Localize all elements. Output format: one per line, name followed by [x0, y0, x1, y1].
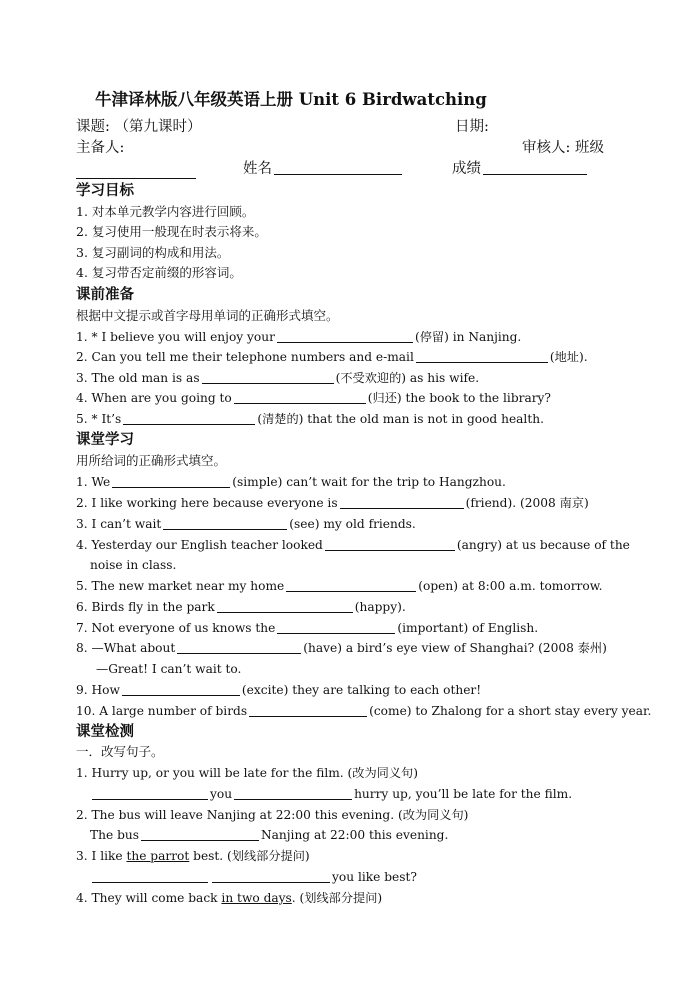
question-hint: (simple) can’t wait for the trip to Hangzhou.: [232, 475, 506, 489]
answer-text: you like best?: [332, 870, 417, 884]
answer-blank[interactable]: [277, 330, 413, 343]
check-answer-2: [90, 828, 448, 842]
question-hint: (important) of English.: [397, 621, 539, 635]
score-blank[interactable]: [483, 162, 587, 175]
prep-question-4: [76, 391, 551, 405]
question-text: 4. When are you going to: [76, 391, 232, 405]
goals-heading: 学习目标: [76, 182, 134, 199]
question-hint: (open) at 8:00 a.m. tomorrow.: [418, 579, 603, 593]
check-heading: 课堂检测: [76, 723, 134, 740]
prep-instruction: 根据中文提示或首字母用单词的正确形式填空。: [76, 308, 339, 323]
class-question-6: [76, 600, 406, 614]
question-text: 9. How: [76, 683, 120, 697]
question-text: 8. —What about: [76, 641, 176, 655]
class-question-8: [76, 641, 607, 655]
underlined-phrase: in two days: [221, 891, 292, 905]
reviewer-class-label: 审核人: 班级: [522, 140, 604, 156]
question-text: 2. Can you tell me their telephone numbers and e-mail: [76, 350, 414, 364]
question-hint: (come) to Zhalong for a short stay every year.: [369, 704, 652, 718]
prep-question-3: [76, 371, 479, 385]
prep-question-2: [76, 350, 588, 364]
class-question-8-reply: —Great! I can’t wait to.: [96, 662, 242, 676]
question-text: 3. I can’t wait: [76, 517, 162, 531]
goal-item-4: 4. 复习带否定前缀的形容词。: [76, 265, 242, 280]
date-label: 日期:: [455, 119, 489, 135]
question-hint: best. (划线部分提问): [193, 849, 310, 863]
name-label-text: 姓名: [243, 161, 272, 177]
question-text: 1. * I believe you will enjoy your: [76, 330, 275, 344]
answer-text: The bus: [90, 828, 139, 842]
answer-blank[interactable]: [286, 579, 416, 592]
question-text: 2. I like working here because everyone is: [76, 496, 338, 510]
check-answer-1: [90, 787, 572, 801]
answer-blank[interactable]: [92, 787, 208, 800]
name-label: [243, 161, 404, 178]
question-hint: (归还) the book to the library?: [367, 391, 551, 405]
question-text: 5. * It’s: [76, 412, 122, 426]
question-text: 3. The old man is as: [76, 371, 200, 385]
score-label: [452, 161, 589, 178]
check-question-3: [76, 849, 310, 863]
question-hint: (停留) in Nanjing.: [414, 330, 522, 344]
class-question-5: [76, 579, 603, 593]
goal-item-2: 2. 复习使用一般现在时表示将来。: [76, 224, 267, 239]
question-text: 6. Birds fly in the park: [76, 600, 215, 614]
answer-blank[interactable]: [122, 683, 240, 696]
class-question-2: [76, 496, 589, 510]
answer-blank[interactable]: [217, 600, 353, 613]
question-text: 10. A large number of birds: [76, 704, 248, 718]
answer-blank[interactable]: [249, 704, 367, 717]
answer-blank[interactable]: [202, 371, 334, 384]
question-hint: (see) my old friends.: [289, 517, 416, 531]
answer-blank[interactable]: [177, 641, 301, 654]
answer-blank[interactable]: [163, 517, 287, 530]
prep-question-1: [76, 330, 521, 344]
prep-question-5: [76, 412, 544, 426]
class-question-10: [76, 704, 651, 718]
question-hint: (have) a bird’s eye view of Shanghai? (2008 泰州): [303, 641, 607, 655]
class-instruction: 用所给词的正确形式填空。: [76, 453, 227, 468]
answer-text: Nanjing at 22:00 this evening.: [260, 828, 449, 842]
question-text: 4. Yesterday our English teacher looked: [76, 538, 323, 552]
question-text: 1. We: [76, 475, 111, 489]
check-question-1: 1. Hurry up, or you will be late for the film. (改为同义句): [76, 766, 418, 780]
question-text: 5. The new market near my home: [76, 579, 285, 593]
question-hint: (excite) they are talking to each other!: [241, 683, 482, 697]
question-hint: (不受欢迎的) as his wife.: [335, 371, 480, 385]
answer-blank[interactable]: [234, 787, 352, 800]
check-question-2: 2. The bus will leave Nanjing at 22:00 this evening. (改为同义句): [76, 808, 469, 822]
question-hint: (happy).: [354, 600, 406, 614]
question-hint: (angry) at us because of the: [456, 538, 630, 552]
class-question-4-cont: noise in class.: [90, 558, 177, 572]
answer-blank[interactable]: [325, 538, 455, 551]
class-heading: 课堂学习: [76, 431, 134, 448]
preparer-label: 主备人:: [76, 140, 125, 156]
answer-blank[interactable]: [340, 496, 464, 509]
question-hint: (地址).: [549, 350, 588, 364]
class-question-3: [76, 517, 416, 531]
class-question-1: [76, 475, 506, 489]
check-question-4: [76, 891, 382, 905]
check-answer-3: [90, 870, 417, 884]
class-question-4: [76, 538, 630, 552]
answer-blank[interactable]: [92, 870, 208, 883]
answer-blank[interactable]: [277, 621, 395, 634]
answer-blank[interactable]: [234, 391, 366, 404]
answer-blank[interactable]: [141, 828, 259, 841]
goal-item-3: 3. 复习副词的构成和用法。: [76, 245, 230, 260]
answer-blank[interactable]: [112, 475, 230, 488]
class-question-9: [76, 683, 481, 697]
check-subheading: 一．改写句子。: [76, 744, 164, 759]
class-question-7: [76, 621, 538, 635]
class-blank[interactable]: [76, 162, 196, 179]
question-hint: (friend). (2008 南京): [465, 496, 589, 510]
answer-blank[interactable]: [416, 350, 548, 363]
answer-blank[interactable]: [212, 870, 330, 883]
topic-label: 课题: （第九课时）: [76, 119, 202, 135]
name-blank[interactable]: [274, 162, 402, 175]
question-text: 3. I like: [76, 849, 123, 863]
question-text: 7. Not everyone of us knows the: [76, 621, 276, 635]
answer-text: hurry up, you’ll be late for the film.: [354, 787, 573, 801]
question-hint: . (划线部分提问): [291, 891, 383, 905]
underlined-phrase: the parrot: [126, 849, 190, 863]
question-text: 4. They will come back: [76, 891, 218, 905]
score-label-text: 成绩: [452, 161, 481, 177]
goal-item-1: 1. 对本单元教学内容进行回顾。: [76, 204, 255, 219]
question-hint: (清楚的) that the old man is not in good health.: [257, 412, 544, 426]
prep-heading: 课前准备: [76, 286, 134, 303]
answer-blank[interactable]: [123, 412, 255, 425]
answer-text: you: [210, 787, 233, 801]
document-title: 牛津译林版八年级英语上册 Unit 6 Birdwatching: [95, 90, 487, 109]
